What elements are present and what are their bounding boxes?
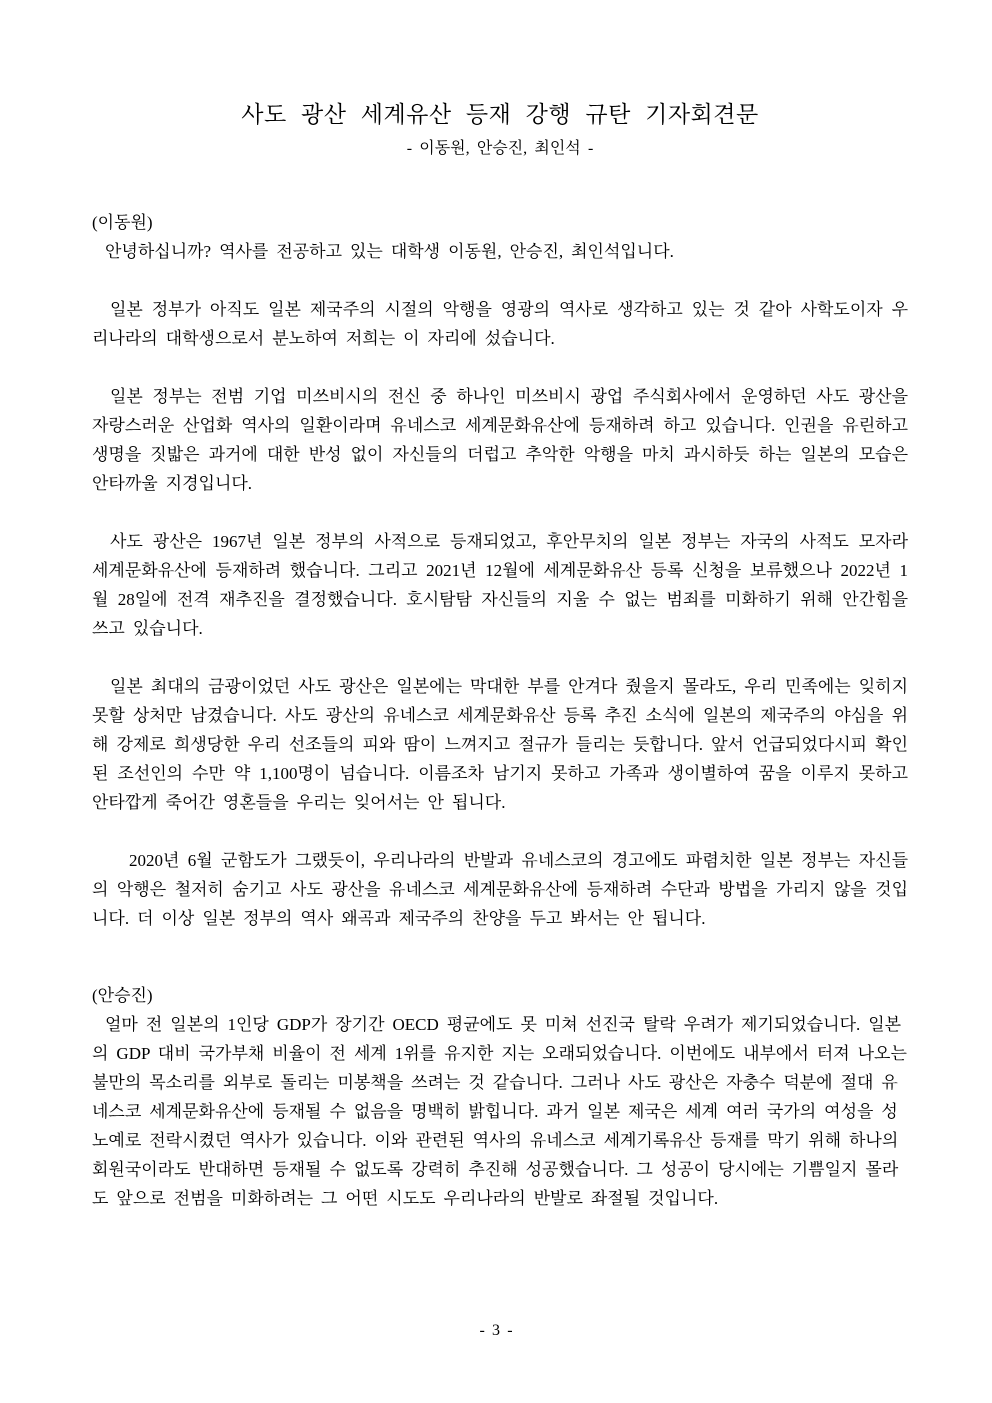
speaker-label-lee-dongwon: (이동원)	[92, 213, 153, 232]
paragraph: 일본 정부는 전범 기업 미쓰비시의 전신 중 하나인 미쓰비시 광업 주식회사에서 운영하던 사도 광산을 자랑스러운 산업화 역사의 일환이라며 유네스코 세계문화유산에 등재하려 하고 있습니다. 인권을 유린하고 생명을 짓밟은 과거에 대한 반성 없이 자신들의 더럽고 추악한 악행을 마치 과시하듯 하는 일본의 모습은 안타까울 지경입니다.	[92, 387, 908, 493]
page-number: - 3 -	[479, 1322, 513, 1339]
section-lee-dongwon	[92, 208, 908, 933]
paragraph: 안녕하십니까? 역사를 전공하고 있는 대학생 이동원, 안승진, 최인석입니다.	[105, 242, 674, 261]
document-subtitle: - 이동원, 안승진, 최인석 -	[406, 140, 594, 157]
document-title: 사도 광산 세계유산 등재 강행 규탄 기자회견문	[241, 102, 759, 127]
section-an-seungjin	[92, 981, 908, 1213]
paragraph: 사도 광산은 1967년 일본 정부의 사적으로 등재되었고, 후안무치의 일본 정부는 자국의 사적도 모자라 세계문화유산에 등재하려 했습니다. 그리고 2021년 12월에 세계문화유산 등록 신청을 보류했으나 2022년 1월 28일에 전격 재추진을 결정했습니다. 호시탐탐 자신들의 지울 수 없는 범죄를 미화하기 위해 안간힘을 쓰고 있습니다.	[92, 532, 908, 638]
paragraph: 일본 정부가 아직도 일본 제국주의 시절의 악행을 영광의 역사로 생각하고 있는 것 같아 사학도이자 우리나라의 대학생으로서 분노하여 저희는 이 자리에 섰습니다.	[92, 300, 908, 348]
paragraph: 2020년 6월 군함도가 그랬듯이, 우리나라의 반발과 유네스코의 경고에도 파렴치한 일본 정부는 자신들의 악행은 철저히 숨기고 사도 광산을 유네스코 세계문화유산에 등재하려 수단과 방법을 가리지 않을 것입니다. 더 이상 일본 정부의 역사 왜곡과 제국주의 찬양을 두고 봐서는 안 됩니다.	[92, 851, 908, 928]
document-content	[92, 100, 908, 1213]
paragraph: 일본 최대의 금광이었던 사도 광산은 일본에는 막대한 부를 안겨다 줬을지 몰라도, 우리 민족에는 잊히지 못할 상처만 남겼습니다. 사도 광산의 유네스코 세계문화유산 등록 추진 소식에 일본의 제국주의 야심을 위해 강제로 희생당한 우리 선조들의 피와 땀이 느껴지고 절규가 들리는 듯합니다. 앞서 언급되었다시피 확인된 조선인의 수만 약 1,100명이 넘습니다. 이름조차 남기지 못하고 가족과 생이별하여 꿈을 이루지 못하고 안타깝게 죽어간 영혼들을 우리는 잊어서는 안 됩니다.	[92, 677, 908, 812]
speaker-label-an-seungjin: (안승진)	[92, 986, 153, 1005]
paragraph: 얼마 전 일본의 1인당 GDP가 장기간 OECD 평균에도 못 미쳐 선진국 탈락 우려가 제기되었습니다. 일본의 GDP 대비 국가부채 비율이 전 세계 1위를 유지한 지는 오래되었습니다. 이번에도 내부에서 터져 나오는 불만의 목소리를 외부로 돌리는 미봉책을 쓰려는 것 같습니다. 그러나 사도 광산은 자충수 덕분에 절대 유네스코 세계문화유산에 등재될 수 없음을 명백히 밝힙니다. 과거 일본 제국은 세계 여러 국가의 여성을 성노예로 전락시켰던 역사가 있습니다. 이와 관련된 역사의 유네스코 세계기록유산 등재를 막기 위해 하나의 회원국이라도 반대하면 등재될 수 없도록 강력히 추진해 성공했습니다. 그 성공이 당시에는 기쁨일지 몰라도 앞으로 전범을 미화하려는 그 어떤 시도도 우리나라의 반발로 좌절될 것입니다.	[92, 1015, 907, 1208]
